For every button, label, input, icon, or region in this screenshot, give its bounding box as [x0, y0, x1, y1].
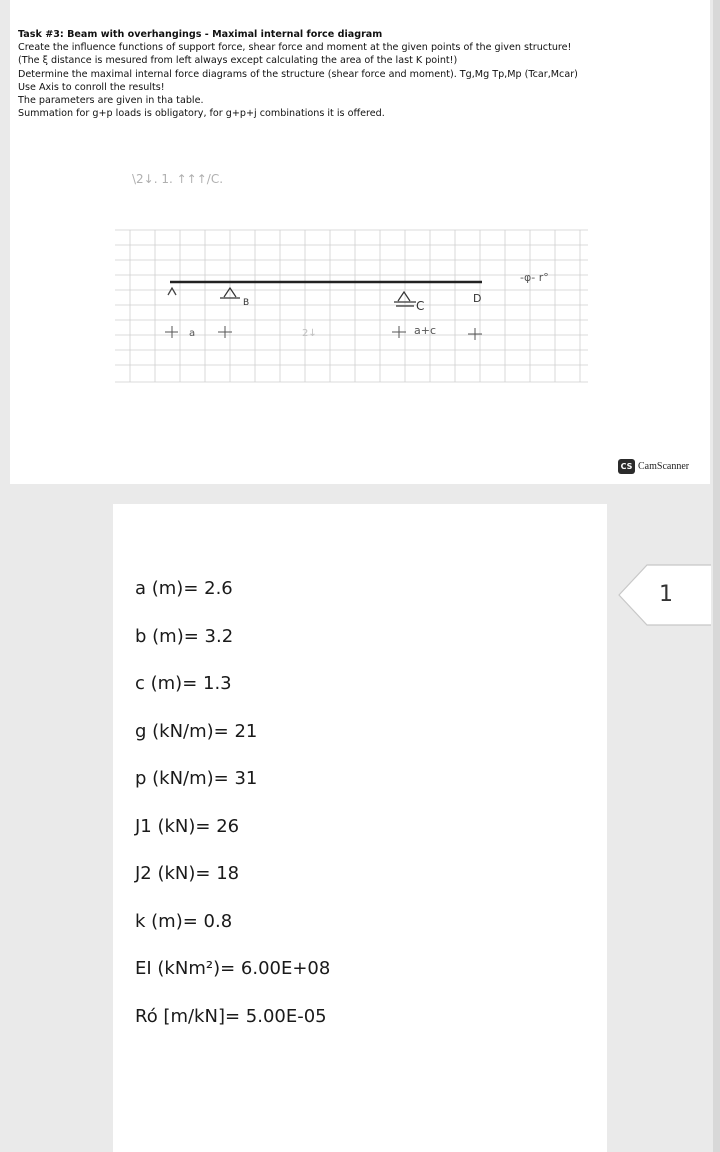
grid-paper — [115, 230, 588, 382]
sketch-header-note: \2↓. 1. ↑↑↑/C. — [132, 172, 224, 186]
camscanner-text: CamScanner — [638, 460, 690, 472]
param-ro: Ró [m/kN]= 5.00E-05 — [135, 1005, 327, 1027]
task-line: Create the influence functions of support force, shear force and moment at the given points of the given structure! — [18, 42, 572, 54]
scrollbar[interactable] — [713, 0, 720, 1152]
param-g: g (kN/m)= 21 — [135, 720, 258, 742]
camscanner-logo: CS — [618, 459, 635, 474]
task-line: Determine the maximal internal force diagrams of the structure (shear force and moment). Tg,Mg Tp,Mp (Tcar,Mcar) — [18, 68, 578, 80]
param-c: c (m)= 1.3 — [135, 673, 232, 694]
label-a: a — [189, 328, 196, 339]
task-line: Summation for g+p loads is obligatory, for g+p+j combinations it is offered. — [18, 108, 385, 120]
task-line: The parameters are given in tha table. — [18, 95, 204, 107]
label-c: C — [416, 299, 425, 313]
scanned-task-sheet — [10, 0, 710, 484]
task-title: Task #3: Beam with overhangings - Maximal internal force diagram — [18, 29, 383, 40]
end-a-mark — [168, 288, 176, 295]
task-line: (The ξ distance is mesured from left always except calculating the area of the last K point!) — [18, 55, 458, 67]
label-span: 2↓ — [302, 328, 317, 339]
label-b: B — [243, 298, 250, 308]
legend-note: -φ- r° — [520, 271, 549, 284]
parameters-list — [135, 576, 330, 1051]
param-j1: J1 (kN)= 26 — [135, 815, 240, 837]
beam-sketch — [110, 150, 590, 390]
param-ei: EI (kNm²)= 6.00E+08 — [135, 958, 331, 979]
param-k: k (m)= 0.8 — [135, 910, 233, 932]
page-number: 1 — [659, 582, 673, 607]
param-p: p (kN/m)= 31 — [135, 768, 258, 789]
camscanner-watermark — [618, 457, 689, 475]
task-line: Use Axis to conroll the results! — [18, 81, 165, 93]
parameters-card — [113, 504, 607, 1152]
param-a: a (m)= 2.6 — [135, 578, 233, 599]
task-description — [18, 28, 708, 120]
param-b: b (m)= 3.2 — [135, 625, 234, 647]
label-d: D — [473, 292, 482, 305]
param-j2: J2 (kN)= 18 — [135, 863, 240, 884]
label-ac: a+c — [414, 324, 437, 337]
